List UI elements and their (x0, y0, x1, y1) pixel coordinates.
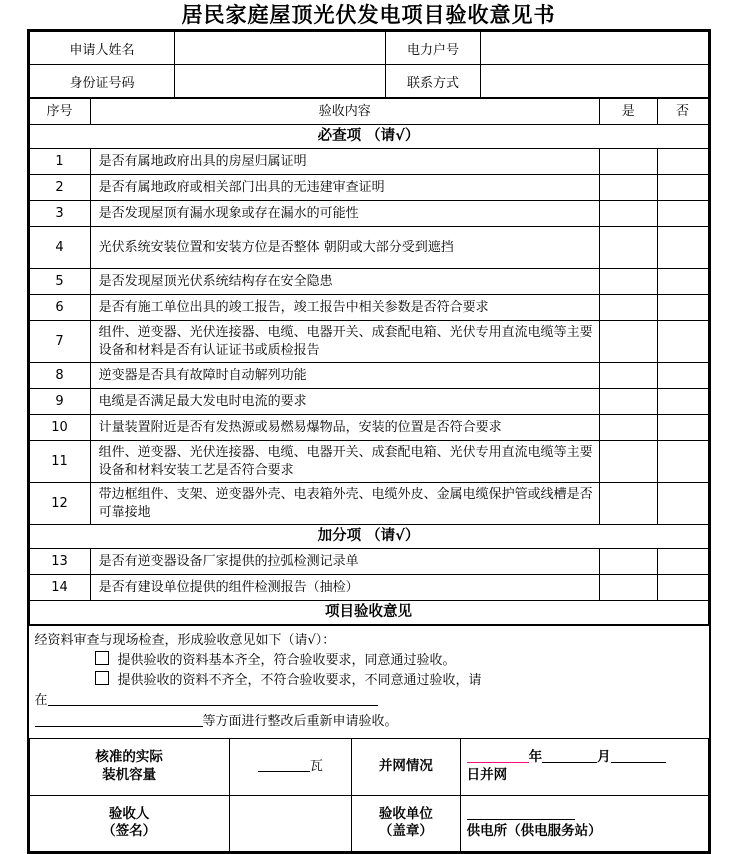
rework-blank-line-1[interactable] (48, 692, 378, 706)
grid-year-label: 年 (528, 749, 543, 766)
section-title: 必查项 （请√） (29, 125, 708, 149)
row-number: 10 (29, 415, 90, 441)
row-number: 1 (29, 149, 90, 175)
yes-cell[interactable] (599, 575, 657, 601)
table-row (29, 149, 708, 175)
row-content: 组件、逆变器、光伏连接器、电缆、电器开关、成套配电箱、光伏专用直流电缆等主要设备和材料是否有认证证书或质检报告 (90, 321, 599, 363)
capacity-blank-line[interactable] (258, 758, 310, 772)
rework-line-1 (35, 691, 703, 711)
power-account-field[interactable] (481, 32, 708, 65)
no-cell[interactable] (657, 201, 708, 227)
acceptance-form (27, 0, 711, 854)
no-cell[interactable] (657, 363, 708, 389)
section-title: 项目验收意见 (29, 601, 708, 625)
page-title: 居民家庭屋顶光伏发电项目验收意见书 (181, 3, 556, 27)
no-cell[interactable] (657, 175, 708, 201)
yes-cell[interactable] (599, 149, 657, 175)
no-cell[interactable] (657, 415, 708, 441)
col-header-yes: 是 (599, 99, 657, 125)
row-content: 是否有逆变器设备厂家提供的拉弧检测记录单 (90, 549, 599, 575)
grid-month-blank-line[interactable] (542, 749, 597, 763)
row-content: 是否发现屋顶光伏系统结构存在安全隐患 (90, 269, 599, 295)
table-row (29, 389, 708, 415)
no-cell[interactable] (657, 483, 708, 525)
table-row (29, 483, 708, 525)
table-row (29, 227, 708, 269)
section-bonus-header (29, 525, 708, 549)
no-cell[interactable] (657, 269, 708, 295)
opinion-option-pass (35, 651, 703, 671)
opinion-block (29, 625, 709, 738)
grid-connection-field[interactable] (460, 738, 708, 795)
opinion-intro: 经资料审查与现场检查，形成验收意见如下（请√）： (34, 633, 336, 648)
yes-cell[interactable] (599, 227, 657, 269)
table-row (29, 321, 708, 363)
row-number: 8 (29, 363, 90, 389)
checklist-header-row (29, 99, 708, 125)
row-number: 2 (29, 175, 90, 201)
rework-line-2 (35, 712, 703, 732)
opinion-option-pass-label: 提供验收的资料基本齐全，符合验收要求，同意通过验收。 (117, 653, 456, 669)
col-header-no: 序号 (29, 99, 90, 125)
section-title: 加分项 （请√） (29, 525, 708, 549)
table-row (29, 175, 708, 201)
yes-cell[interactable] (599, 201, 657, 227)
table-row (29, 269, 708, 295)
row-content: 电缆是否满足最大发电时电流的要求 (90, 389, 599, 415)
yes-cell[interactable] (599, 389, 657, 415)
acceptance-unit-label: 验收单位 （盖章） (352, 795, 461, 851)
grid-year-blank-line[interactable] (467, 749, 529, 763)
row-content: 带边框组件、支架、逆变器外壳、电表箱外壳、电缆外皮、金属电缆保护管或线槽是否可靠接地 (90, 483, 599, 525)
table-row (29, 441, 708, 483)
row-content: 是否有施工单位出具的竣工报告，竣工报告中相关参数是否符合要求 (90, 295, 599, 321)
acceptor-signature-field[interactable] (229, 795, 351, 851)
checklist-table (29, 98, 709, 625)
footer-table (29, 738, 709, 852)
section-opinion-header (29, 601, 708, 625)
yes-cell[interactable] (599, 175, 657, 201)
grid-connection-label: 并网情况 (352, 738, 461, 795)
capacity-field[interactable] (229, 738, 351, 795)
grid-month-label: 月 (597, 749, 611, 766)
rework-blank-line-2[interactable] (35, 713, 203, 727)
row-content: 是否有属地政府或相关部门出具的无违建审查证明 (90, 175, 599, 201)
id-number-label: 身份证号码 (29, 65, 175, 98)
no-cell[interactable] (657, 149, 708, 175)
form-body (27, 29, 711, 854)
capacity-label: 核准的实际 装机容量 (29, 738, 229, 795)
fail-checkbox[interactable] (95, 671, 109, 685)
table-row (29, 363, 708, 389)
row-content: 是否发现屋顶有漏水现象或存在漏水的可能性 (90, 201, 599, 227)
row-content: 光伏系统安装位置和安装方位是否整体 朝阴或大部分受到遮挡 (90, 227, 599, 269)
row-content: 是否有建设单位提供的组件检测报告（抽检） (90, 575, 599, 601)
table-row (29, 201, 708, 227)
yes-cell[interactable] (599, 363, 657, 389)
acceptance-unit-field[interactable] (460, 795, 708, 851)
no-cell[interactable] (657, 227, 708, 269)
yes-cell[interactable] (599, 295, 657, 321)
opinion-option-fail (35, 671, 703, 691)
table-row (29, 295, 708, 321)
row-content: 逆变器是否具有故障时自动解列功能 (90, 363, 599, 389)
yes-cell[interactable] (599, 483, 657, 525)
row-number: 4 (29, 227, 90, 269)
pass-checkbox[interactable] (95, 651, 109, 665)
power-account-label: 电力户号 (385, 32, 480, 65)
table-row (29, 795, 708, 851)
table-row (29, 549, 708, 575)
row-number: 6 (29, 295, 90, 321)
row-number: 9 (29, 389, 90, 415)
table-row (29, 575, 708, 601)
section-required-header (29, 125, 708, 149)
yes-cell[interactable] (599, 321, 657, 363)
unit-value-suffix: 供电所（供电服务站） (466, 823, 602, 840)
row-number: 11 (29, 441, 90, 483)
table-row (29, 32, 708, 65)
row-content: 计量装置附近是否有发热源或易燃易爆物品，安装的位置是否符合要求 (90, 415, 599, 441)
yes-cell[interactable] (599, 269, 657, 295)
col-header-content: 验收内容 (90, 99, 599, 125)
no-cell[interactable] (657, 549, 708, 575)
table-row (29, 65, 708, 98)
row-number: 14 (29, 575, 90, 601)
yes-cell[interactable] (599, 441, 657, 483)
row-number: 13 (29, 549, 90, 575)
rework-prefix: 在 (34, 693, 48, 709)
table-row (29, 415, 708, 441)
row-content: 是否有属地政府出具的房屋归属证明 (90, 149, 599, 175)
row-number: 5 (29, 269, 90, 295)
applicant-name-label: 申请人姓名 (29, 32, 175, 65)
row-number: 7 (29, 321, 90, 363)
capacity-unit: 瓦 (309, 758, 323, 774)
no-cell[interactable] (657, 441, 708, 483)
row-number: 3 (29, 201, 90, 227)
opinion-option-fail-label: 提供验收的资料不齐全，不符合验收要求，不同意通过验收，请 (117, 673, 482, 689)
contact-label: 联系方式 (385, 65, 480, 98)
row-number: 12 (29, 483, 90, 525)
applicant-info-table (29, 31, 709, 98)
no-cell[interactable] (657, 321, 708, 363)
acceptor-label: 验收人 （签名） (29, 795, 229, 851)
id-number-field[interactable] (175, 65, 385, 98)
contact-field[interactable] (481, 65, 708, 98)
no-cell[interactable] (657, 389, 708, 415)
yes-cell[interactable] (599, 415, 657, 441)
col-header-deny: 否 (657, 99, 708, 125)
no-cell[interactable] (657, 575, 708, 601)
yes-cell[interactable] (599, 549, 657, 575)
row-content: 组件、逆变器、光伏连接器、电缆、电器开关、成套配电箱、光伏专用直流电缆等主要设备和材料安装工艺是否符合要求 (90, 441, 599, 483)
rework-suffix: 等方面进行整改后重新申请验收。 (202, 713, 398, 729)
grid-day-blank-line[interactable] (611, 749, 666, 763)
applicant-name-field[interactable] (175, 32, 385, 65)
grid-day-suffix: 日并网 (466, 766, 508, 783)
table-row (29, 738, 708, 795)
no-cell[interactable] (657, 295, 708, 321)
